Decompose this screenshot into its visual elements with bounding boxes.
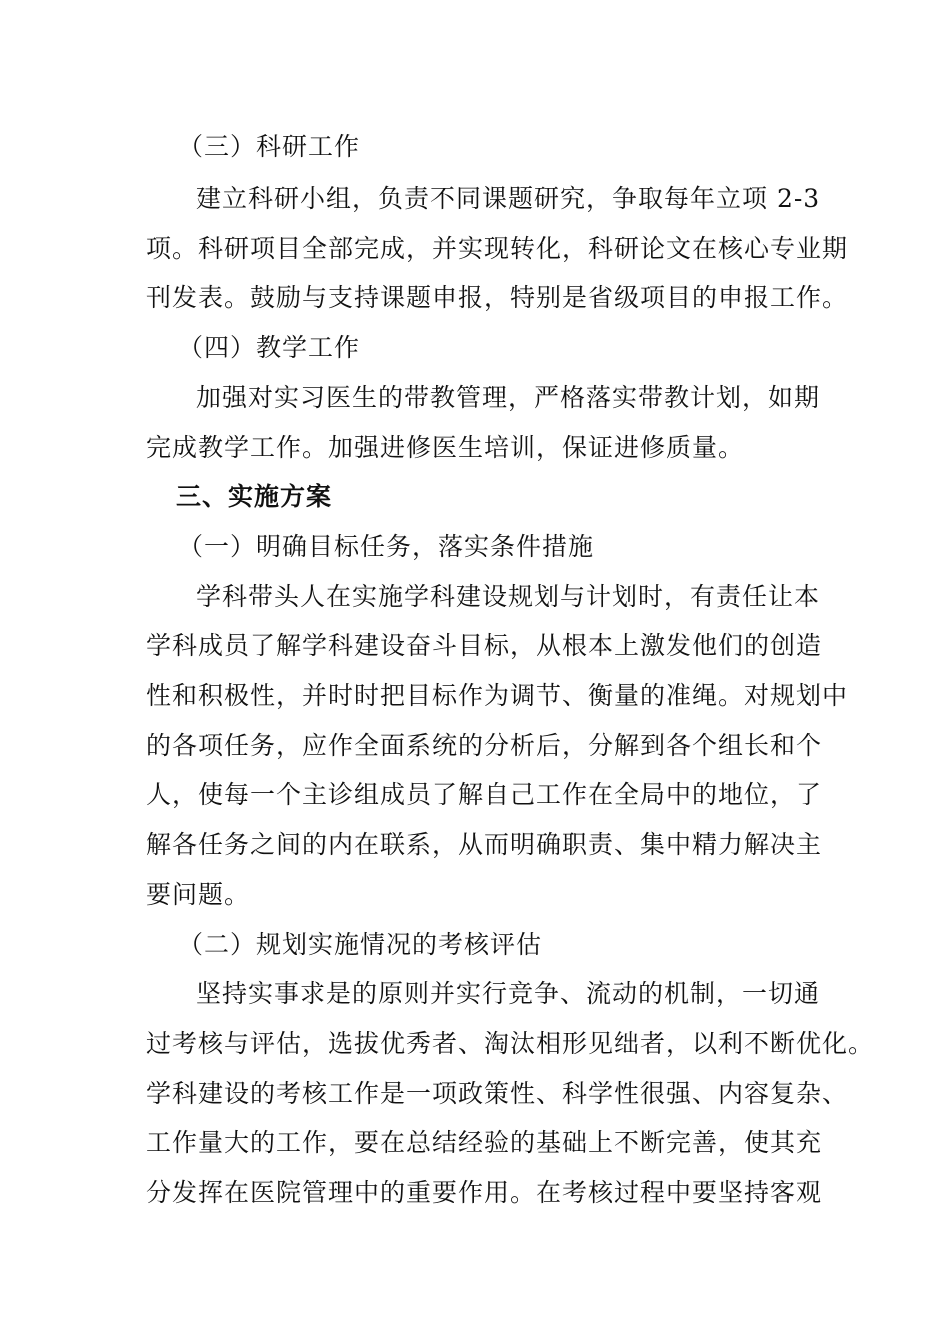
- paragraph-line: 完成教学工作。加强进修医生培训，保证进修质量。: [146, 433, 745, 462]
- paragraph-line: 人，使每一个主诊组成员了解自己工作在全局中的地位，了: [146, 780, 823, 809]
- paragraph-line: 项。科研项目全部完成，并实现转化，科研论文在核心专业期: [146, 234, 849, 263]
- subsection-title-teaching: （四）教学工作: [178, 333, 361, 362]
- section-heading-implementation: 三、实施方案: [176, 482, 333, 511]
- paragraph-line: 过考核与评估，选拔优秀者、淘汰相形见绌者，以利不断优化。: [146, 1029, 875, 1058]
- paragraph-line: 学科成员了解学科建设奋斗目标，从根本上激发他们的创造: [146, 631, 823, 660]
- subsection-title-assessment: （二）规划实施情况的考核评估: [178, 930, 543, 959]
- subsection-title-research: （三）科研工作: [178, 132, 361, 161]
- paragraph-line: 坚持实事求是的原则并实行竞争、流动的机制，一切通: [196, 979, 821, 1008]
- paragraph-line: 的各项任务，应作全面系统的分析后，分解到各个组长和个: [146, 731, 823, 760]
- paragraph-line: 学科带头人在实施学科建设规划与计划时，有责任让本: [196, 582, 821, 611]
- paragraph-line: 刊发表。鼓励与支持课题申报，特别是省级项目的申报工作。: [146, 283, 849, 312]
- paragraph-line: 工作量大的工作，要在总结经验的基础上不断完善，使其充: [146, 1128, 823, 1157]
- paragraph-line: 要问题。: [146, 880, 251, 909]
- paragraph-line: 学科建设的考核工作是一项政策性、科学性很强、内容复杂、: [146, 1079, 849, 1108]
- subsection-title-goals: （一）明确目标任务，落实条件措施: [178, 532, 595, 561]
- paragraph-line: 建立科研小组，负责不同课题研究，争取每年立项 2-3: [196, 184, 821, 213]
- paragraph-line: 加强对实习医生的带教管理，严格落实带教计划，如期: [196, 383, 821, 412]
- paragraph-line: 解各任务之间的内在联系，从而明确职责、集中精力解决主: [146, 830, 823, 859]
- paragraph-line: 性和积极性，并时时把目标作为调节、衡量的准绳。对规划中: [146, 681, 849, 710]
- paragraph-line: 分发挥在医院管理中的重要作用。在考核过程中要坚持客观: [146, 1178, 823, 1207]
